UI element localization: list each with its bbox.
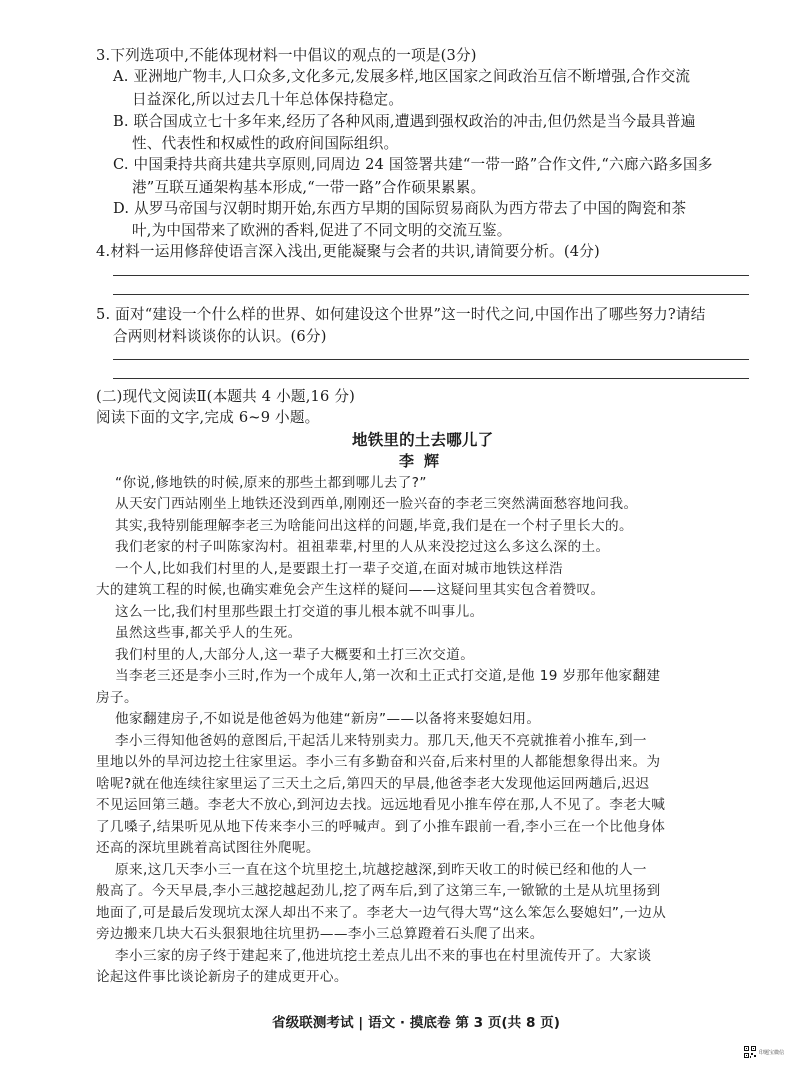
q3-option-d: D. 从罗马帝国与汉朝时期开始,东西方早期的国际贸易商队为西方带去了中国的陶瓷和茶 — [113, 200, 687, 217]
section-instruction: 阅读下面的文字,完成 6~9 小题。 — [96, 409, 320, 426]
watermark-badge: 印题宝微信 — [759, 1050, 785, 1056]
answer-line — [113, 294, 749, 295]
answer-line — [113, 359, 749, 360]
article-paragraph-cont: 了几嗓子,结果听见从地下传来李小三的呼喊声。到了小推车跟前一看,李小三在一个比他身体 — [96, 819, 666, 835]
article-paragraph: 原来,这几天李小三一直在这个坑里挖土,坑越挖越深,到昨天收工的时候已经和他的人一 — [115, 862, 647, 878]
article-paragraph: 虽然这些事,都关乎人的生死。 — [115, 625, 302, 641]
article-paragraph: 他家翻建房子,不如说是他爸妈为他建“新房”——以备将来娶媳妇用。 — [115, 711, 541, 727]
q3-option-c: C. 中国秉持共商共建共享原则,同周边 24 国签署共建“一带一路”合作文件,“六廊六路多国多 — [113, 156, 713, 173]
q3-option-b-cont: 性、代表性和权威性的政府间国际组织。 — [132, 135, 399, 152]
article-paragraph-cont: 旁边搬来几块大石头狠狠地往坑里扔——李小三总算蹬着石头爬了出来。 — [96, 926, 544, 942]
q3-stem: 3.下列选项中,不能体现材料一中倡议的观点的一项是(3分) — [96, 47, 477, 64]
article-paragraph-cont: 般高了。今天早晨,李小三越挖越起劲儿,挖了两车后,到了这第三车,一锨锨的土是从坑里扬到 — [96, 883, 661, 899]
article-paragraph: 这么一比,我们村里那些跟土打交道的事儿根本就不叫事儿。 — [115, 604, 484, 620]
article-paragraph: 李小三家的房子终于建起来了,他进坑挖土差点儿出不来的事也在村里流传开了。大家谈 — [115, 948, 652, 964]
q3-option-c-cont: 港”互联互通架构基本形成,“一带一路”合作硕果累累。 — [132, 179, 486, 196]
q5-stem: 5. 面对“建设一个什么样的世界、如何建设这个世界”这一时代之问,中国作出了哪些努力?请结 — [96, 306, 706, 323]
article-paragraph: “你说,修地铁的时候,原来的那些土都到哪儿去了?” — [115, 475, 427, 491]
qr-code-icon — [744, 1046, 756, 1058]
article-paragraph-cont: 啥呢?就在他连续往家里运了三天土之后,第四天的早晨,他爸李老大发现他运回两趟后,迟迟 — [96, 776, 650, 792]
article-paragraph-cont: 不见运回第三趟。李老大不放心,到河边去找。远远地看见小推车停在那,人不见了。李老大喊 — [96, 797, 666, 813]
q3-option-a-cont: 日益深化,所以过去几十年总体保持稳定。 — [132, 91, 404, 108]
q4-stem: 4.材料一运用修辞使语言深入浅出,更能凝聚与会者的共识,请简要分析。(4分) — [96, 243, 600, 260]
article-paragraph: 从天安门西站刚坐上地铁还没到西单,刚刚还一脸兴奋的李老三突然满面愁容地问我。 — [115, 496, 638, 512]
article-paragraph-cont: 大的建筑工程的时候,也确实难免会产生这样的疑问——这疑问里其实包含着赞叹。 — [96, 582, 605, 598]
article-author: 李辉 — [399, 452, 450, 470]
article-paragraph: 当李老三还是李小三时,作为一个成年人,第一次和土正式打交道,是他 19 岁那年他家翻建 — [115, 668, 661, 684]
article-paragraph-cont: 论起这件事比谈论新房子的建成更开心。 — [96, 969, 348, 985]
answer-line — [113, 378, 749, 379]
q5-stem-cont: 合两则材料谈谈你的认识。(6分) — [113, 328, 327, 345]
answer-line — [113, 275, 749, 276]
article-paragraph-cont: 还高的深坑里跳着高试图往外爬呢。 — [96, 840, 320, 856]
q3-option-b: B. 联合国成立七十多年来,经历了各种风雨,遭遇到强权政治的冲击,但仍然是当今最具普遍 — [113, 113, 696, 130]
page-footer: 省级联测考试 | 语文 · 摸底卷 第 3 页(共 8 页) — [272, 1015, 560, 1031]
article-paragraph: 我们老家的村子叫陈家沟村。祖祖辈辈,村里的人从来没挖过这么多这么深的土。 — [115, 539, 610, 555]
article-paragraph: 我们村里的人,大部分人,这一辈子大概要和土打三次交道。 — [115, 647, 475, 663]
article-paragraph: 其实,我特别能理解李老三为啥能问出这样的问题,毕竟,我们是在一个村子里长大的。 — [115, 518, 633, 534]
article-paragraph-cont: 里地以外的旱河边挖土往家里运。李小三有多勤奋和兴奋,后来村里的人都能想象得出来。为 — [96, 754, 661, 770]
article-paragraph-cont: 地面了,可是最后发现坑太深人却出不来了。李老大一边气得大骂“这么笨怎么娶媳妇”,一边从 — [96, 905, 667, 921]
q3-option-a: A. 亚洲地广物丰,人口众多,文化多元,发展多样,地区国家之间政治互信不断增强,合作交流 — [113, 68, 691, 85]
article-title: 地铁里的土去哪儿了 — [352, 431, 494, 449]
article-paragraph-cont: 房子。 — [96, 690, 138, 706]
article-paragraph: 一个人,比如我们村里的人,是要跟土打一辈子交道,在面对城市地铁这样浩 — [115, 561, 563, 577]
q3-option-d-cont: 叶,为中国带来了欧洲的香料,促进了不同文明的交流互鉴。 — [132, 222, 512, 239]
article-paragraph: 李小三得知他爸妈的意图后,干起活儿来特别卖力。那几天,他天不亮就推着小推车,到一 — [115, 733, 647, 749]
section-heading: (二)现代文阅读Ⅱ(本题共 4 小题,16 分) — [96, 388, 356, 405]
